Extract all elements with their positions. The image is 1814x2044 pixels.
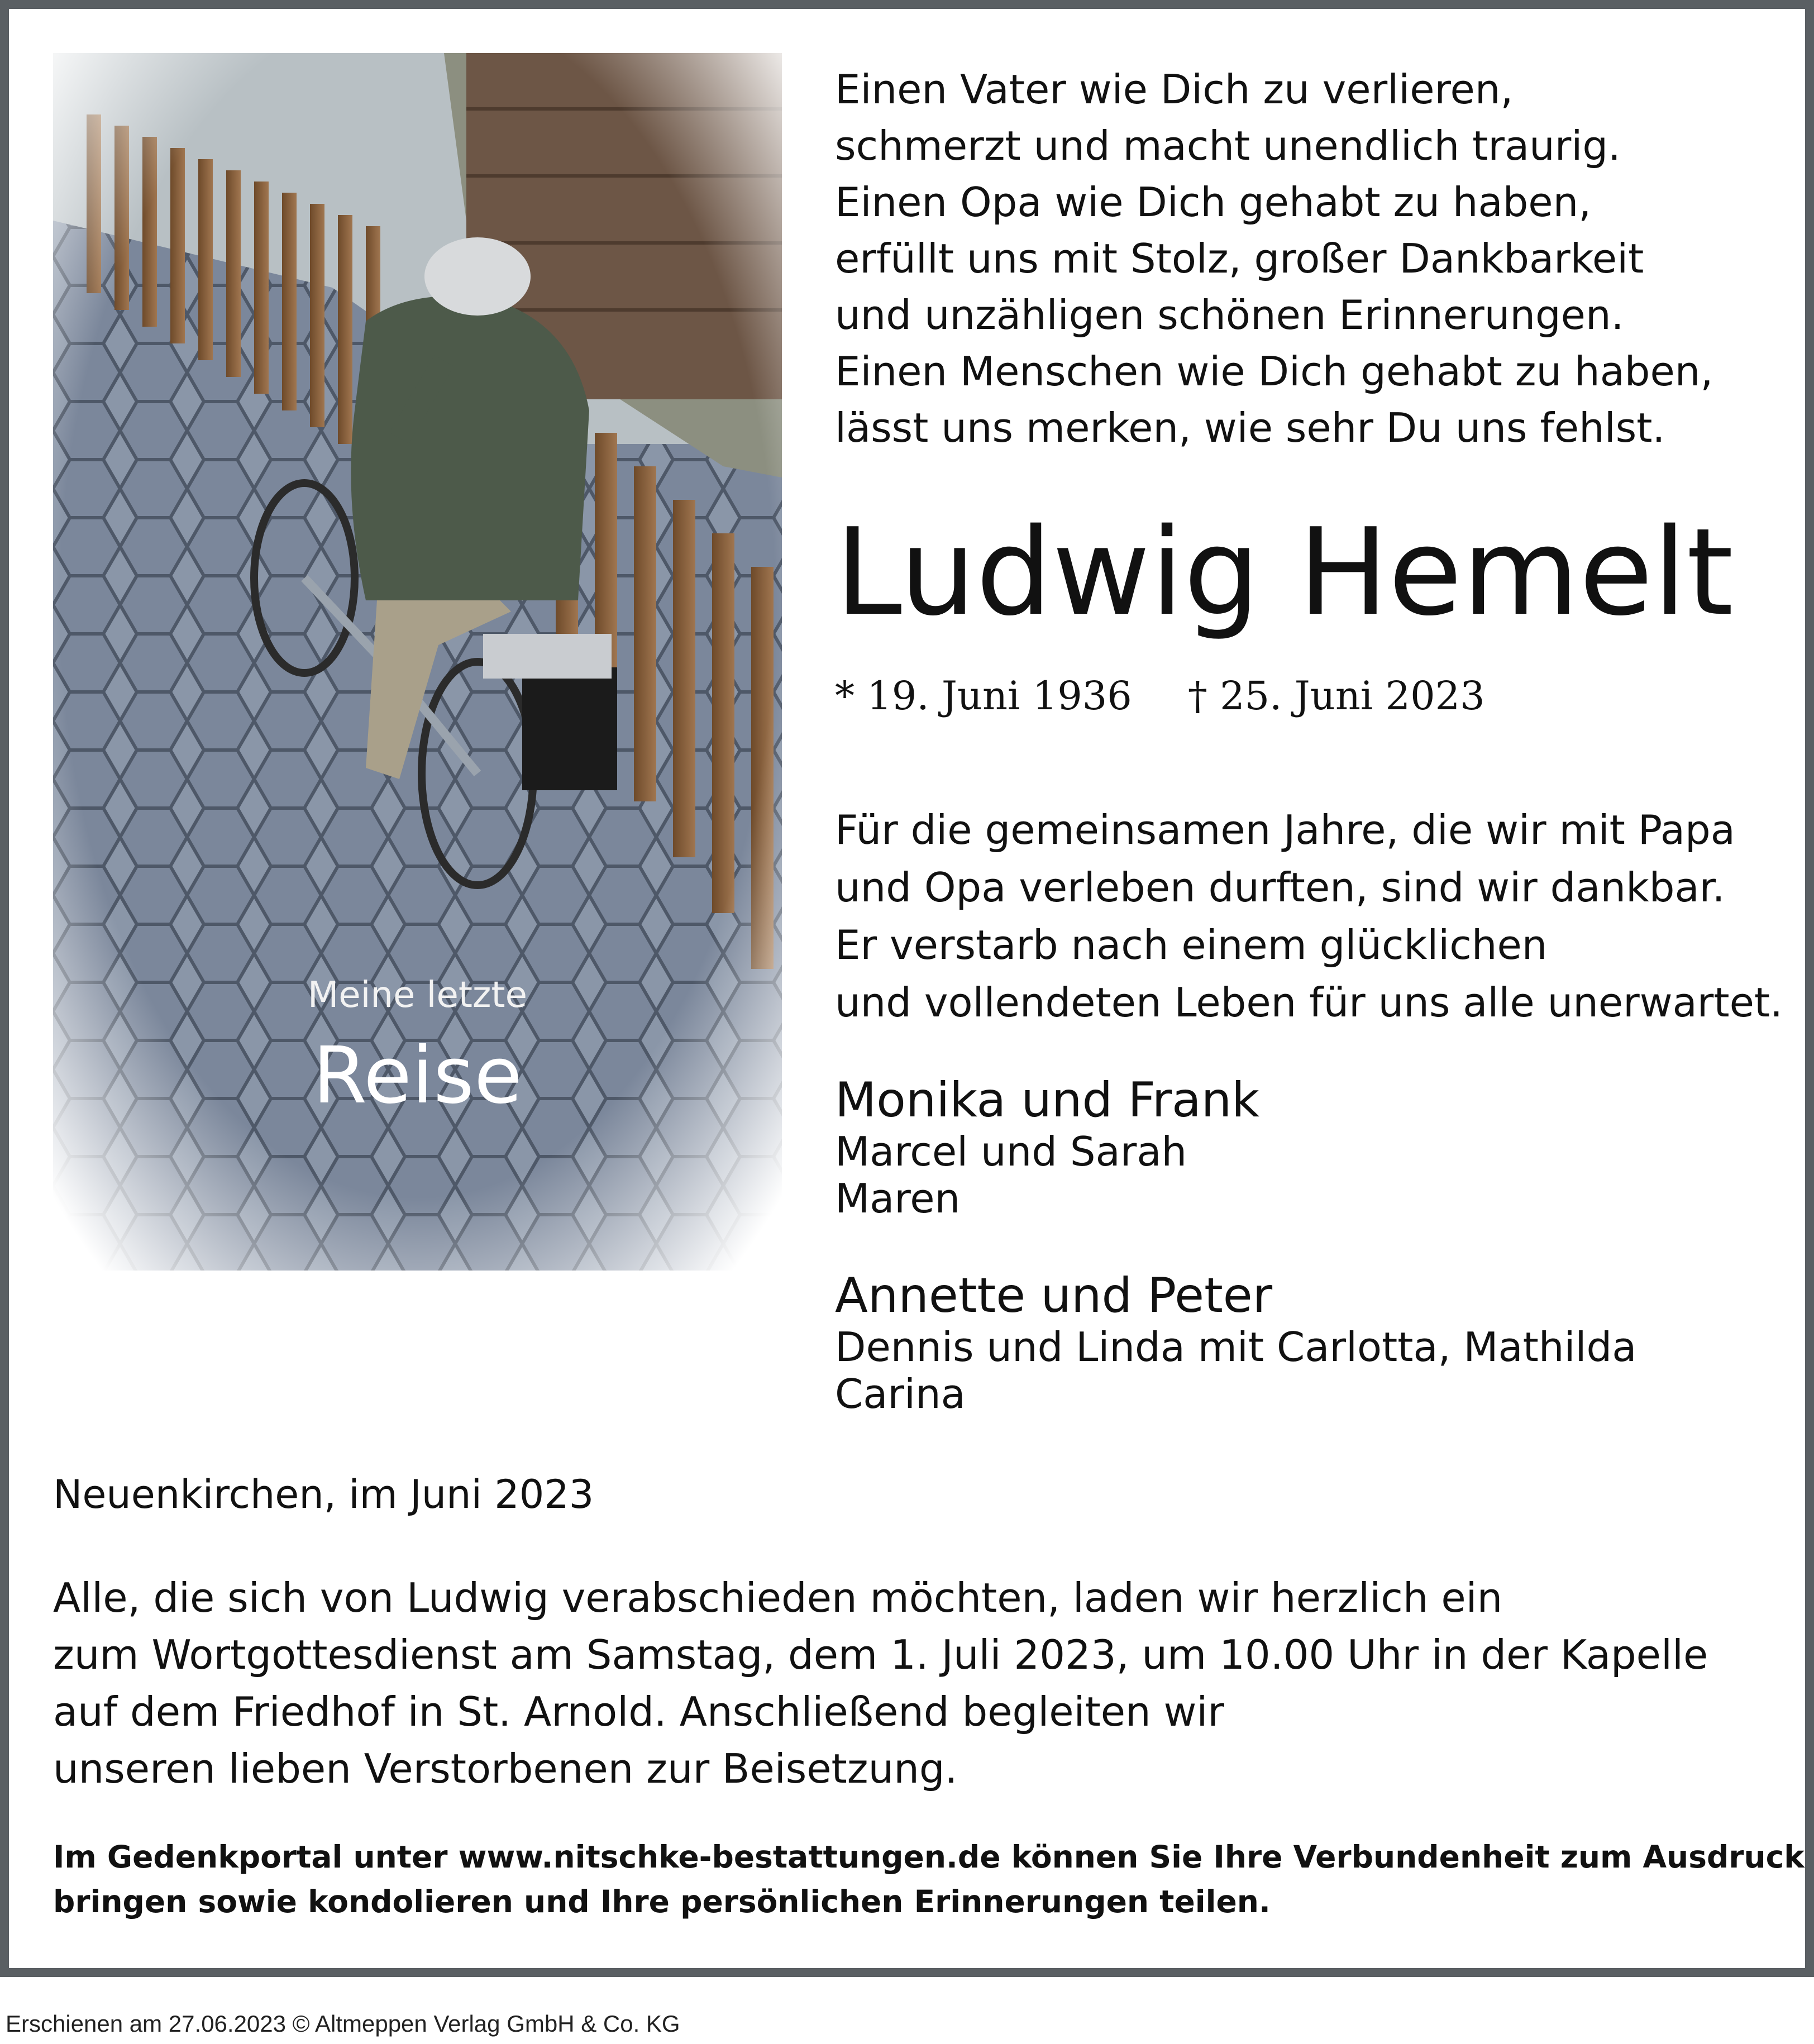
service-line: zum Wortgottesdienst am Samstag, dem 1. Juli 2023, um 10.00 Uhr in der Kapelle [53,1631,1708,1678]
family-main: Annette und Peter [835,1268,1273,1324]
place-date: Neuenkirchen, im Juni 2023 [53,1472,594,1517]
portal-line: Im Gedenkportal unter www.nitschke-bestattungen.de können Sie Ihre Verbundenheit zum Ausdruck [53,1839,1805,1875]
thanks-line: und vollendeten Leben für uns alle unerwartet. [835,979,1783,1026]
poem-line: erfüllt uns mit Stolz, großer Dankbarkeit [835,235,1644,282]
memorial-portal-note [53,1835,1805,1924]
poem-line: Einen Vater wie Dich zu verlieren, [835,66,1514,113]
poem-line: Einen Opa wie Dich gehabt zu haben, [835,179,1592,226]
family-member: Dennis und Linda mit Carlotta, Mathilda [835,1324,1637,1370]
service-info [53,1569,1708,1797]
family-group [835,1268,1636,1417]
thanks-line: Für die gemeinsamen Jahre, die wir mit Papa [835,806,1735,853]
birth-date: * 19. Juni 1936 [835,673,1132,719]
photo-caption-big: Reise [312,1030,523,1121]
family-member: Maren [835,1175,961,1222]
deceased-name: Ludwig Hemelt [835,502,1734,642]
thanks-text [835,801,1783,1031]
thanks-line: und Opa verleben durften, sind wir dankbar. [835,864,1725,911]
thanks-line: Er verstarb nach einem glücklichen [835,921,1548,968]
poem [835,61,1713,456]
publication-footer: Erschienen am 27.06.2023 © Altmeppen Verlag GmbH & Co. KG [6,2010,680,2037]
poem-line: Einen Menschen wie Dich gehabt zu haben, [835,348,1713,395]
photo-caption-small: Meine letzte [308,975,527,1016]
poem-line: lässt uns merken, wie sehr Du uns fehlst. [835,404,1665,451]
life-dates [835,673,1485,719]
service-line: auf dem Friedhof in St. Arnold. Anschließend begleiten wir [53,1688,1225,1735]
service-line: Alle, die sich von Ludwig verabschieden möchten, laden wir herzlich ein [53,1574,1503,1621]
service-line: unseren lieben Verstorbenen zur Beisetzung. [53,1745,958,1792]
death-date: † 25. Juni 2023 [1187,673,1485,719]
family-member: Marcel und Sarah [835,1128,1187,1175]
poem-line: schmerzt und macht unendlich traurig. [835,122,1621,169]
portal-line: bringen sowie kondolieren und Ihre persönlichen Erinnerungen teilen. [53,1884,1271,1919]
family-member: Carina [835,1370,966,1417]
family-main: Monika und Frank [835,1072,1260,1128]
poem-line: und unzähligen schönen Erinnerungen. [835,292,1624,338]
family-group [835,1072,1259,1222]
